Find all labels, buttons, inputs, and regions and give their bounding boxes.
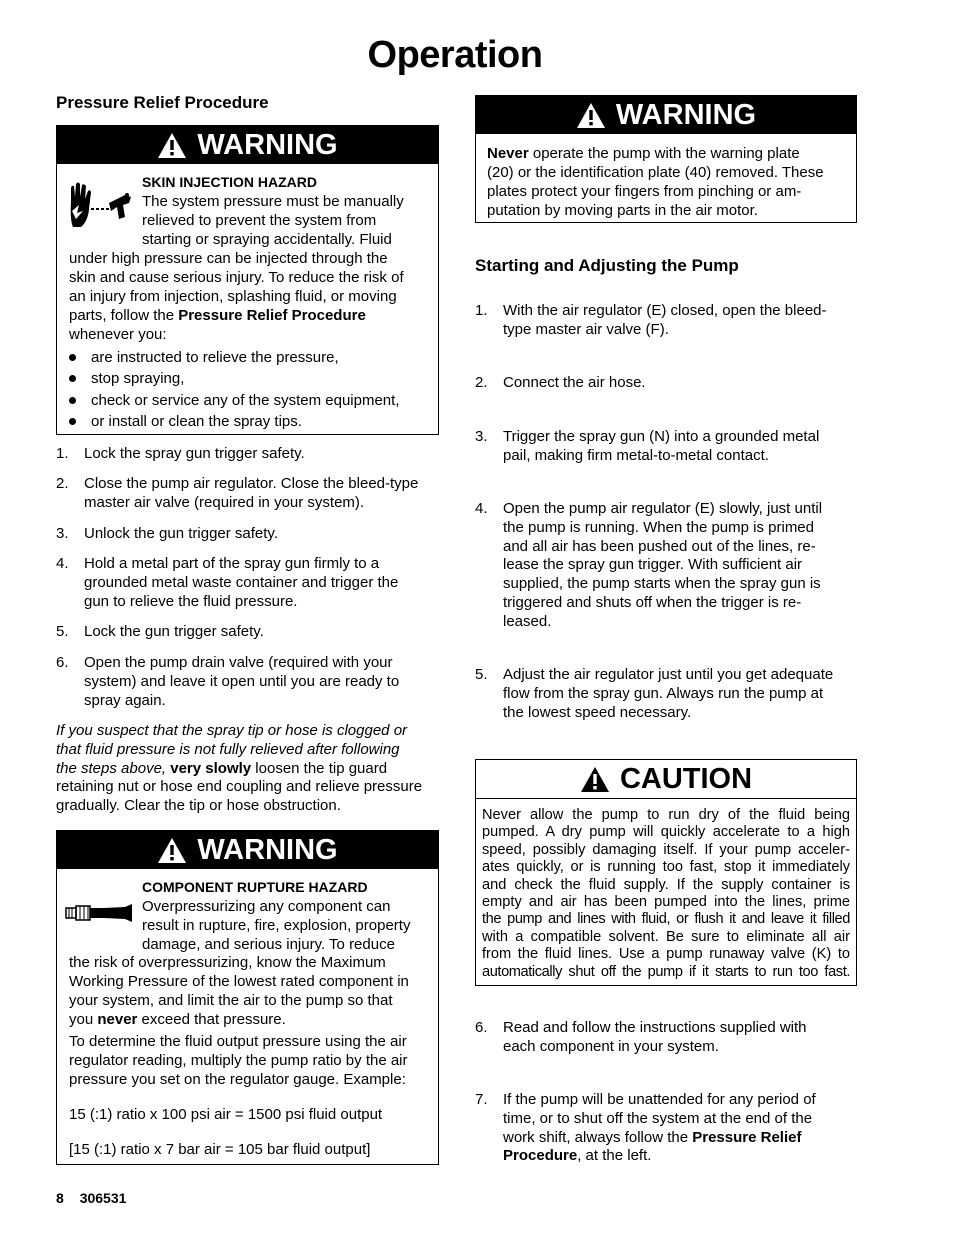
skin-injection-hand-icon [67,181,135,239]
caution-banner [476,760,856,799]
warn1-body-line: skin and cause serious injury. To reduce the risk of [69,269,404,286]
bullet-item: stop spraying, [69,369,184,388]
bullet-item: are instructed to relieve the pressure, [69,348,339,367]
caution-triangle-icon [580,766,610,793]
hose-fitting-icon [65,903,135,923]
warn1-intro-line: starting or spraying accidentally. Fluid [142,231,392,248]
step-text: Hold a metal part of the spray gun firmly to a grounded metal waste container and trigger the gun to relieve the fluid pressure. [84,555,399,610]
warn1-body-line: under high pressure can be injected through the [69,250,388,267]
warn2-body-line: Working Pressure of the lowest rated component in [69,973,409,990]
caution-text: Never allow the pump to run dry of the fluid being pumped. A dry pump will quickly accelerate to a high speed, possibly damaging itself. If your pump acceler- ates quickly, or is running too fast, stop it immediately and check the fluid supply. If the supply container is empty and air has been pumped into the lines, prime the pump and lines with fluid, or flush it and leave it filled with a compatible solvent. Be sure to eliminate all air from the fluid lines. Use a pump runaway valve (K) to automatically shut off the pump if it starts to run too fast. [482,807,850,980]
warning-triangle-icon [576,102,606,129]
step-text: Unlock the gun trigger safety. [84,525,278,542]
warn2-intro-line: result in rupture, fire, explosion, property [142,917,411,934]
warning-banner [57,126,438,164]
warning-triangle-icon [157,837,187,864]
warn2-body-line: your system, and limit the air to the pump so that [69,992,393,1009]
warning-banner [57,831,438,869]
step-text: Read and follow the instructions supplied with each component in your system. [503,1019,807,1055]
doc-number: 306531 [79,1190,127,1206]
warning-label: WARNING [197,833,338,866]
caution-box [475,759,857,986]
step-number: 3. [56,525,69,542]
page-footer [56,1190,126,1206]
caution-label: CAUTION [619,762,753,795]
warn2-body-line: you never exceed that pressure. [69,1011,286,1028]
warn2-para2-line: To determine the fluid output pressure using the air [69,1033,407,1050]
warn1-intro-line: relieved to prevent the system from [142,212,377,229]
bullet-item: check or service any of the system equipment, [69,391,399,410]
example-psi: 15 (:1) ratio x 100 psi air = 1500 psi fluid output [69,1106,383,1123]
page-number: 8 [56,1190,64,1206]
warn1-tail: whenever you: [69,326,167,343]
skin-injection-warning-box [56,125,439,435]
warn2-para2-line: pressure you set on the regulator gauge. Example: [69,1071,406,1088]
warn2-body-line: the risk of overpressurizing, know the Maximum [69,954,386,971]
warning-label: WARNING [197,128,338,161]
pressure-relief-heading: Pressure Relief Procedure [56,93,269,112]
warning-banner [476,96,856,134]
step-number: 6. [56,654,69,671]
page-title: Operation [367,34,543,76]
example-bar: [15 (:1) ratio x 7 bar air = 105 bar fluid output] [69,1141,371,1158]
step-number: 7. [475,1091,488,1108]
warn2-para2-line: regulator reading, multiply the pump ratio by the air [69,1052,408,1069]
step-number: 4. [56,555,69,572]
starting-heading: Starting and Adjusting the Pump [475,256,739,275]
step-text: Open the pump drain valve (required with your system) and leave it open until you are ready to spray again. [84,654,400,709]
warning-label: WARNING [615,98,757,131]
warning-plate-box: WARNING Never operate the pump with the warning plate (20) or the identification plate (40) removed. These plates protect your fingers from pinching or am- putation by moving parts in the air motor. [475,95,857,223]
step-number: 2. [56,475,69,492]
step-number: 5. [56,623,69,640]
step-text: Close the pump air regulator. Close the bleed-type master air valve (required in your system). [84,475,419,511]
step-text: If the pump will be unattended for any period of time, or to shut off the system at the end of the work shift, always follow the Pressure Relief Procedure, at the left. [503,1091,816,1165]
warn1-intro-line: The system pressure must be manually [142,193,404,210]
warn1-body-line: an injury from injection, splashing fluid, or moving [69,288,397,305]
warn2-intro-line: damage, and serious injury. To reduce [142,936,395,953]
warn2-intro-line: Overpressurizing any component can [142,898,391,915]
hazard-title: COMPONENT RUPTURE HAZARD [142,879,368,895]
clogged-tip-paragraph: If you suspect that the spray tip or hose is clogged or that fluid pressure is not fully relieved after following the steps above, very slowly loosen the tip guard retaining nut or hose end coupling and relieve pressure gradually. Clear the tip or hose obstruction. [56,722,423,815]
component-rupture-warning-box [56,830,439,1165]
step-text: Lock the spray gun trigger safety. [84,445,305,462]
step-number: 6. [475,1019,488,1036]
warning-triangle-icon [157,132,187,159]
bullet-item: or install or clean the spray tips. [69,412,302,431]
step-number: 1. [56,445,69,462]
warn1-body-line: parts, follow the Pressure Relief Procedure [69,307,366,324]
hazard-title: SKIN INJECTION HAZARD [142,174,318,190]
step-text: Lock the gun trigger safety. [84,623,264,640]
